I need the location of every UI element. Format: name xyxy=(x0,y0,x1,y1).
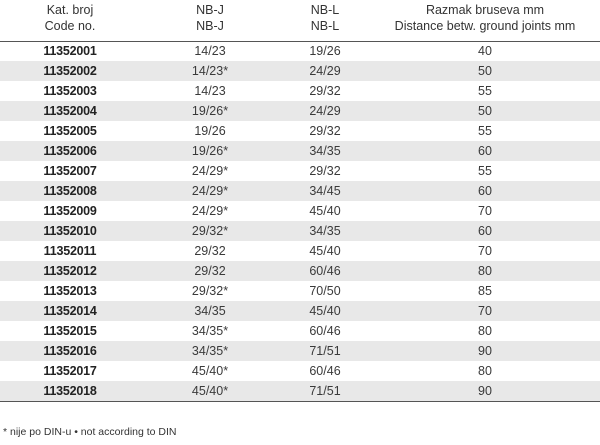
cell-nbj: 24/29* xyxy=(191,164,229,178)
table-row xyxy=(0,361,600,381)
table-header xyxy=(0,0,600,41)
cell-distance: 70 xyxy=(478,204,492,218)
table-row xyxy=(0,241,600,261)
cell-distance: 80 xyxy=(478,324,492,338)
header-nbl-line1: NB-L xyxy=(310,3,340,17)
header-code xyxy=(0,0,140,41)
cell-distance: 90 xyxy=(370,381,600,401)
header-nbl-line2: NB-L xyxy=(310,19,340,33)
table-row xyxy=(0,261,600,281)
cell-distance: 40 xyxy=(370,41,600,61)
cell-code: 11352015 xyxy=(43,324,97,338)
table-row xyxy=(0,81,600,101)
cell-nbl: 24/29 xyxy=(309,104,341,118)
cell-nbj: 24/29* xyxy=(191,204,229,218)
cell-nbj: 34/35 xyxy=(194,304,226,318)
cell-code: 11352018 xyxy=(0,381,140,401)
cell-nbl: 45/40 xyxy=(309,204,341,218)
cell-code: 11352011 xyxy=(43,244,97,258)
header-nbj xyxy=(140,0,280,41)
cell-distance: 80 xyxy=(478,264,492,278)
header-distance xyxy=(370,0,600,41)
table-row xyxy=(0,121,600,141)
cell-code: 11352017 xyxy=(43,364,97,378)
table-row xyxy=(0,41,600,61)
cell-code: 11352004 xyxy=(43,104,97,118)
cell-nbl: 45/40 xyxy=(309,244,341,258)
table-row xyxy=(0,221,600,241)
table-row xyxy=(0,321,600,341)
cell-code: 11352016 xyxy=(43,344,97,358)
table-row xyxy=(0,181,600,201)
cell-distance: 50 xyxy=(478,104,492,118)
cell-nbl: 24/29 xyxy=(309,64,341,78)
cell-nbj: 14/23 xyxy=(140,41,280,61)
cell-nbl: 29/32 xyxy=(309,84,341,98)
cell-nbl: 34/35 xyxy=(309,224,341,238)
table-row xyxy=(0,381,600,401)
cell-nbl: 19/26 xyxy=(280,41,370,61)
cell-nbl: 71/51 xyxy=(309,344,341,358)
header-nbl xyxy=(280,0,370,41)
cell-nbj: 14/23* xyxy=(191,64,229,78)
cell-nbj: 45/40* xyxy=(191,364,229,378)
cell-code: 11352013 xyxy=(43,284,97,298)
cell-nbj: 19/26* xyxy=(191,144,229,158)
table-row xyxy=(0,161,600,181)
table-row xyxy=(0,301,600,321)
cell-code: 11352007 xyxy=(43,164,97,178)
cell-code: 11352003 xyxy=(43,84,97,98)
cell-nbj: 29/32 xyxy=(194,264,226,278)
cell-code: 11352002 xyxy=(43,64,97,78)
cell-code: 11352005 xyxy=(43,124,97,138)
cell-code: 11352008 xyxy=(43,184,97,198)
cell-nbl: 29/32 xyxy=(309,124,341,138)
cell-distance: 55 xyxy=(478,124,492,138)
cell-nbl: 45/40 xyxy=(309,304,341,318)
header-distance-line2: Distance betw. ground joints mm xyxy=(394,19,576,33)
cell-nbj: 29/32* xyxy=(191,224,229,238)
cell-code: 11352014 xyxy=(43,304,97,318)
cell-nbl: 60/46 xyxy=(309,364,341,378)
header-code-line1: Kat. broj xyxy=(46,3,94,17)
table-row xyxy=(0,281,600,301)
cell-nbj: 29/32* xyxy=(191,284,229,298)
footnote: * nije po DIN-u • not according to DIN xyxy=(3,426,177,438)
cell-nbl: 34/45 xyxy=(309,184,341,198)
cell-nbl: 71/51 xyxy=(280,381,370,401)
table-row xyxy=(0,141,600,161)
table-row xyxy=(0,61,600,81)
cell-nbj: 19/26 xyxy=(194,124,226,138)
table-row xyxy=(0,201,600,221)
cell-nbj: 14/23 xyxy=(194,84,226,98)
cell-nbj: 45/40* xyxy=(140,381,280,401)
header-code-line2: Code no. xyxy=(44,19,96,33)
cell-distance: 55 xyxy=(478,84,492,98)
cell-distance: 60 xyxy=(478,184,492,198)
cell-distance: 50 xyxy=(478,64,492,78)
header-row xyxy=(0,0,600,41)
cell-code: 11352001 xyxy=(0,41,140,61)
cell-nbl: 29/32 xyxy=(309,164,341,178)
cell-distance: 60 xyxy=(478,144,492,158)
table-row xyxy=(0,341,600,361)
cell-distance: 60 xyxy=(478,224,492,238)
header-distance-line1: Razmak bruseva mm xyxy=(425,3,545,17)
table-row xyxy=(0,101,600,121)
cell-nbj: 34/35* xyxy=(191,324,229,338)
cell-distance: 70 xyxy=(478,244,492,258)
cell-nbj: 34/35* xyxy=(191,344,229,358)
cell-code: 11352006 xyxy=(43,144,97,158)
cell-nbl: 60/46 xyxy=(309,324,341,338)
cell-distance: 70 xyxy=(478,304,492,318)
cell-nbj: 24/29* xyxy=(191,184,229,198)
cell-distance: 80 xyxy=(478,364,492,378)
cell-distance: 55 xyxy=(478,164,492,178)
cell-distance: 85 xyxy=(478,284,492,298)
header-nbj-line1: NB-J xyxy=(196,3,224,17)
cell-nbj: 29/32 xyxy=(194,244,226,258)
cell-code: 11352010 xyxy=(43,224,97,238)
table-body xyxy=(0,41,600,401)
cell-nbj: 19/26* xyxy=(191,104,229,118)
cell-nbl: 70/50 xyxy=(309,284,341,298)
cell-code: 11352012 xyxy=(43,264,97,278)
cell-code: 11352009 xyxy=(43,204,97,218)
cell-distance: 90 xyxy=(478,344,492,358)
cell-nbl: 60/46 xyxy=(309,264,341,278)
header-nbj-line2: NB-J xyxy=(196,19,224,33)
cell-nbl: 34/35 xyxy=(309,144,341,158)
